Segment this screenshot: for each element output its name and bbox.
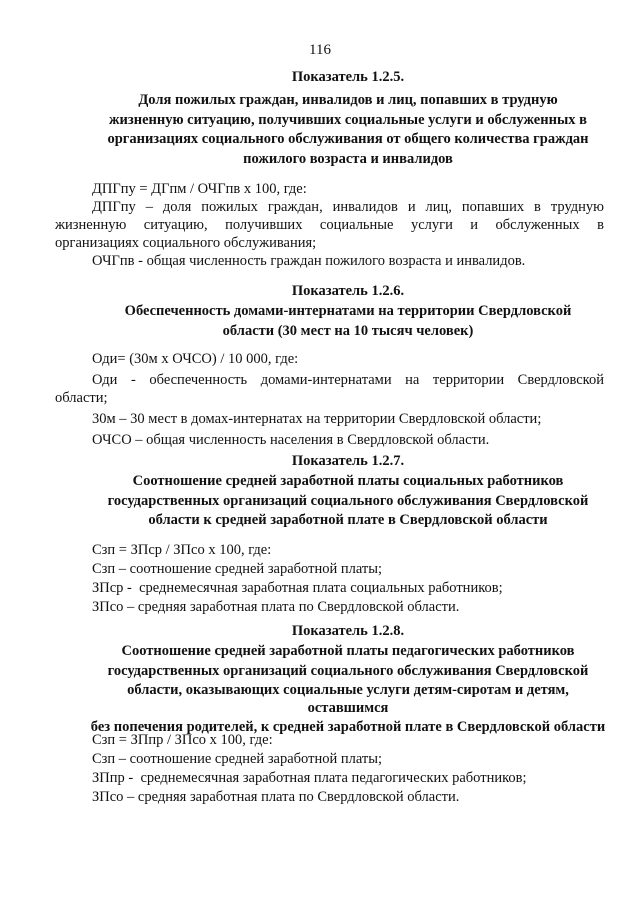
definition-line: ОЧГпв - общая численность граждан пожилого возраста и инвалидов. <box>92 253 526 269</box>
definition-line: области; <box>55 390 108 406</box>
section-1-2-5-body <box>55 180 604 270</box>
section-1-2-6 <box>92 282 604 340</box>
section-subtitle-line: области к средней заработной плате в Свердловской области <box>148 512 548 528</box>
section-subtitle-line: Соотношение средней заработной платы педагогических работников <box>121 643 575 659</box>
section-heading: Показатель 1.2.5. <box>291 69 405 85</box>
section-subtitle-line: Соотношение средней заработной платы социальных работников <box>132 473 564 489</box>
section-1-2-5 <box>92 68 604 168</box>
section-subtitle-line: пожилого возраста и инвалидов <box>243 150 453 167</box>
section-1-2-7 <box>92 452 604 530</box>
section-heading: Показатель 1.2.6. <box>291 283 405 299</box>
section-subtitle-line: области (30 мест на 10 тысяч человек) <box>222 322 474 339</box>
section-subtitle-line: Доля пожилых граждан, инвалидов и лиц, попавших в трудную <box>138 92 558 108</box>
definition-line: ЗПсо – средняя заработная плата по Свердловской области. <box>92 789 460 805</box>
definition-line: Оди - обеспеченность домами-интернатами на территории Свердловской <box>92 372 604 388</box>
section-subtitle-line: государственных организаций социального обслуживания Свердловской <box>107 492 589 509</box>
formula: Сзп = ЗПпр / ЗПсо х 100, где: <box>92 732 273 748</box>
definition-line: ОЧСО – общая численность населения в Свердловской области. <box>92 432 490 448</box>
definition-line: Сзп – соотношение средней заработной платы; <box>92 561 382 577</box>
section-heading: Показатель 1.2.8. <box>291 623 405 639</box>
section-subtitle-line: организациях социального обслуживания от общего количества граждан <box>107 131 589 147</box>
section-subtitle-line: жизненную ситуацию, получивших социальные услуги и обслуженных в <box>109 111 587 128</box>
definition-line: ДПГпу – доля пожилых граждан, инвалидов и лиц, попавших в трудную <box>92 199 604 215</box>
section-subtitle-line: области, оказывающих социальные услуги детям-сиротам и детям, оставшимся <box>127 682 569 716</box>
definition-line: ЗПср - среднемесячная заработная плата социальных работников; <box>92 580 503 596</box>
section-heading: Показатель 1.2.7. <box>291 453 405 469</box>
section-1-2-7-body <box>92 541 604 616</box>
definition-line: организациях социального обслуживания; <box>55 235 317 251</box>
formula: Оди= (30м х ОЧСО) / 10 000, где: <box>92 351 299 367</box>
page-number: 116 <box>309 42 331 58</box>
section-subtitle-line: государственных организаций социального обслуживания Свердловской <box>107 662 589 679</box>
definition-line: Сзп – соотношение средней заработной платы; <box>92 751 382 767</box>
section-1-2-8-body <box>92 731 604 806</box>
definition-line: жизненную ситуацию, получивших социальные услуги и обслуженных в <box>55 217 604 233</box>
definition-line: ЗПпр - среднемесячная заработная плата педагогических работников; <box>92 770 527 786</box>
section-1-2-6-body <box>55 350 604 449</box>
definition-line: 30м – 30 мест в домах-интернатах на территории Свердловской области; <box>92 411 542 427</box>
definition-line: ЗПсо – средняя заработная плата по Свердловской области. <box>92 599 460 615</box>
section-subtitle-line: Обеспеченность домами-интернатами на территории Свердловской <box>124 303 572 319</box>
formula: ДПГпу = ДГпм / ОЧГпв х 100, где: <box>92 181 307 197</box>
formula: Сзп = ЗПср / ЗПсо х 100, где: <box>92 542 272 558</box>
section-subtitle-line: без попечения родителей, к средней заработной плате в Свердловской области <box>90 719 606 735</box>
section-1-2-8 <box>86 622 610 737</box>
